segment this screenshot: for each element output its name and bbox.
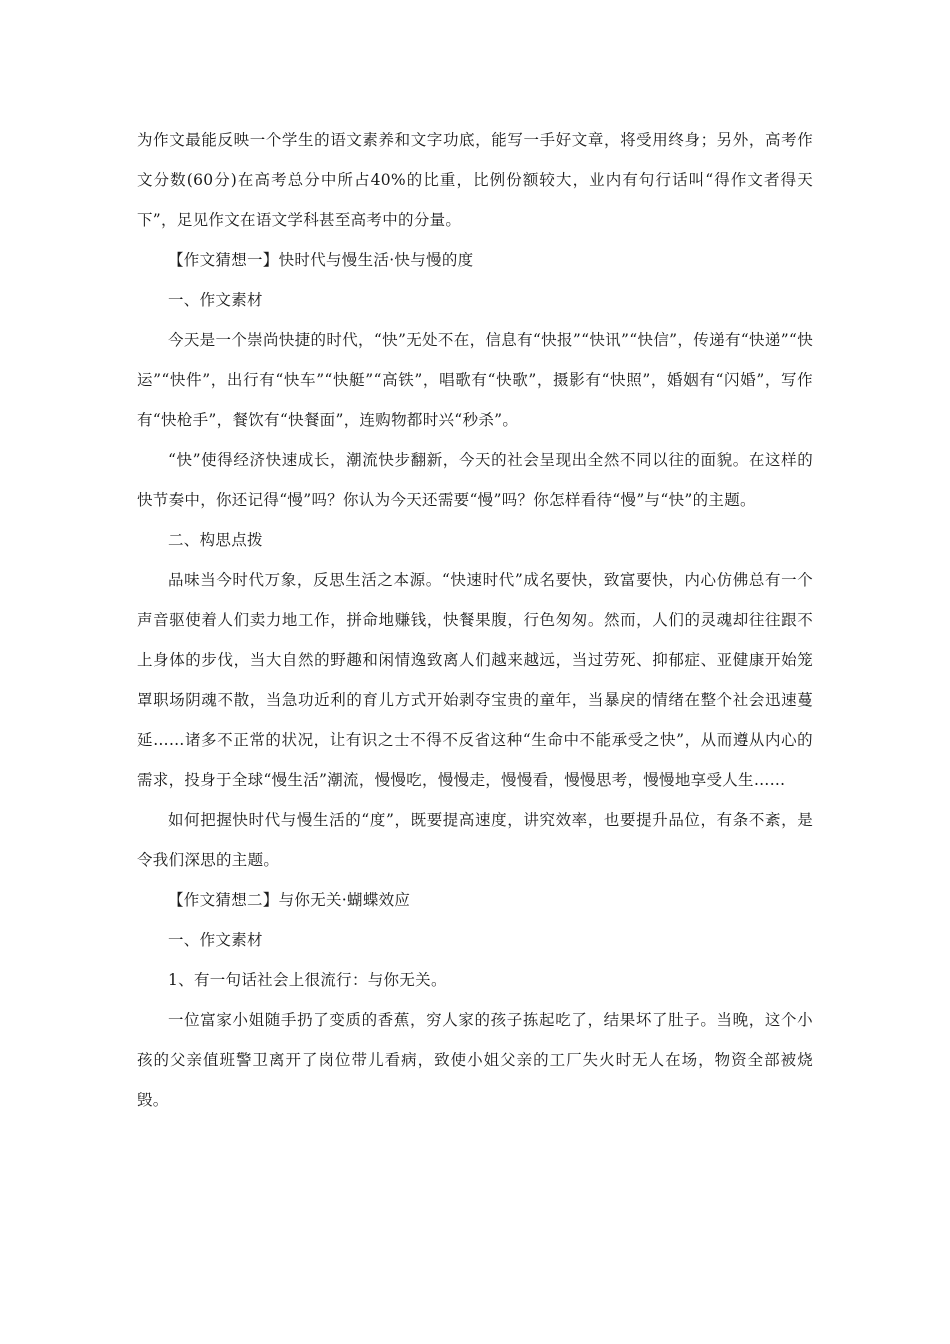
material-paragraph-fast-effects: “快”使得经济快速成长，潮流快步翻新，今天的社会呈现出全然不同以往的面貌。在这样的快节奏中，你还记得“慢”吗？你认为今天还需要“慢”吗？你怎样看待“慢”与“快”的主题。 [137, 451, 813, 509]
material-item-one: 1、有一句话社会上很流行：与你无关。 [168, 971, 447, 989]
guidance-paragraph-degree: 如何把握快时代与慢生活的“度”，既要提高速度，讲究效率，也要提升品位，有条不紊，是令我们深思的主题。 [137, 811, 813, 869]
document-body [137, 120, 813, 1120]
guidance-paragraph-reflection: 品味当今时代万象，反思生活之本源。“快速时代”成名要快，致富要快，内心仿佛总有一个声音驱使着人们卖力地工作，拼命地赚钱，快餐果腹，行色匆匆。然而，人们的灵魂却往往跟不上身体的步伐，当大自然的野趣和闲情逸致离人们越来越远，当过劳死、抑郁症、亚健康开始笼罩职场阴魂不散，当急功近利的育儿方式开始剥夺宝贵的童年，当暴戾的情绪在整个社会迅速蔓延……诸多不正常的状况，让有识之士不得不反省这种“生命中不能承受之快”，从而遵从内心的需求，投身于全球“慢生活”潮流，慢慢吃，慢慢走，慢慢看，慢慢思考，慢慢地享受人生…… [137, 571, 813, 789]
subheading-guidance-one: 二、构思点拨 [168, 531, 263, 549]
material-paragraph-fast-era: 今天是一个崇尚快捷的时代，“快”无处不在，信息有“快报”“快讯”“快信”，传递有“快递”“快运”“快件”，出行有“快车”“快艇”“高铁”，唱歌有“快歌”，摄影有“快照”，婚姻有“闪婚”，写作有“快枪手”，餐饮有“快餐面”，连购物都时兴“秒杀”。 [137, 331, 813, 429]
section-heading-guess-two: 【作文猜想二】与你无关·蝴蝶效应 [168, 891, 411, 909]
subheading-material-one: 一、作文素材 [168, 291, 263, 309]
intro-paragraph: 为作文最能反映一个学生的语文素养和文字功底，能写一手好文章，将受用终身；另外，高考作文分数(60分)在高考总分中所占40%的比重，比例份额较大，业内有句行话叫“得作文者得天下”，足见作文在语文学科甚至高考中的分量。 [137, 131, 813, 229]
section-heading-guess-one: 【作文猜想一】快时代与慢生活·快与慢的度 [168, 251, 474, 269]
subheading-material-two: 一、作文素材 [168, 931, 263, 949]
story-paragraph-banana: 一位富家小姐随手扔了变质的香蕉，穷人家的孩子拣起吃了，结果坏了肚子。当晚，这个小孩的父亲值班警卫离开了岗位带儿看病，致使小姐父亲的工厂失火时无人在场，物资全部被烧毁。 [137, 1011, 813, 1109]
